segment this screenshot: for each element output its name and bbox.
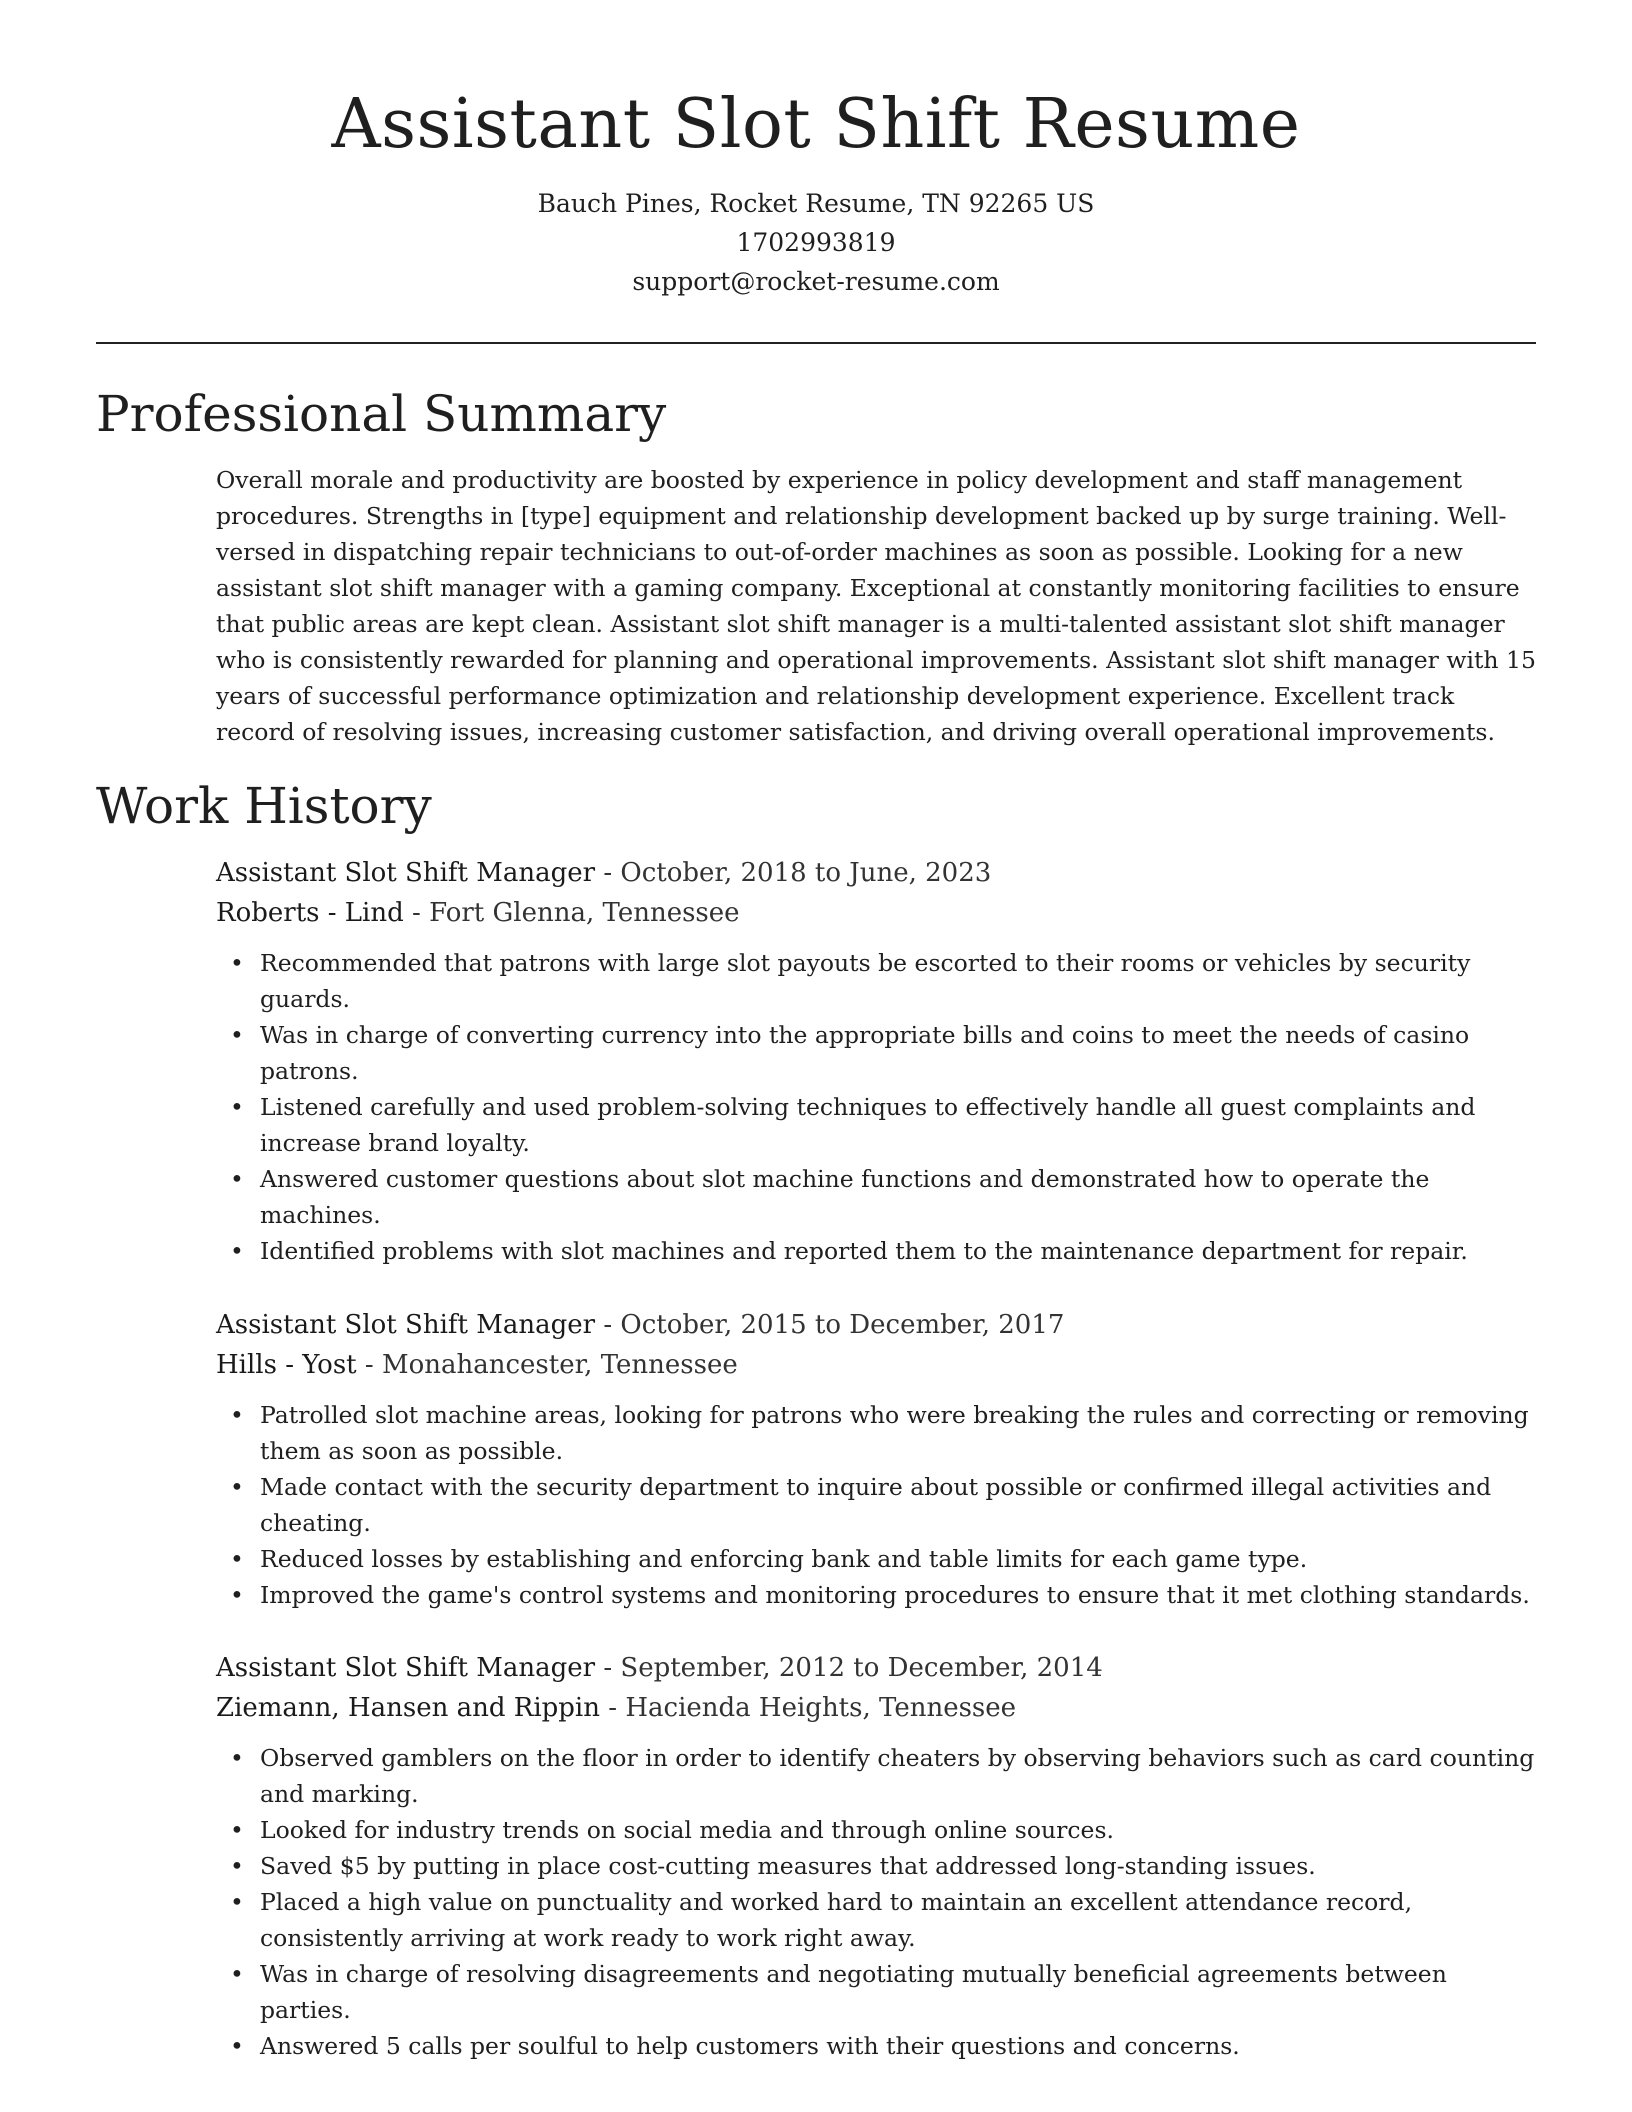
job-entry	[216, 1305, 1536, 1613]
job-separator: -	[595, 858, 621, 888]
work-history-heading: Work History	[96, 777, 432, 835]
bullet-icon: •	[230, 1401, 244, 1429]
job-dates: October, 2015 to December, 2017	[620, 1310, 1065, 1340]
bullet-text: Improved the game's control systems and monitoring procedures to ensure that it met clothing standards.	[260, 1581, 1530, 1609]
job-separator: -	[600, 1693, 626, 1723]
job-separator: -	[595, 1653, 621, 1683]
job-separator: -	[595, 1310, 621, 1340]
job-company: Hills - Yost	[216, 1350, 357, 1380]
list-item	[216, 1956, 1536, 2028]
job-entry	[216, 1648, 1536, 2064]
job-title: Assistant Slot Shift Manager	[216, 858, 596, 888]
summary-text: Overall morale and productivity are boosted by experience in policy development and staff management procedures. Strengths in [type] equipment and relationship development backed up by surge training. Well-versed in dispatching repair technicians to out-of-order machines as soon as possible. Looking for a new assistant slot shift manager with a gaming company. Exceptional at constantly monitoring facilities to ensure that public areas are kept clean. Assistant slot shift manager is a multi-talented assistant slot shift manager who is consistently rewarded for planning and operational improvements. Assistant slot shift manager with 15 years of successful performance optimization and relationship development experience. Excellent track record of resolving issues, increasing customer satisfaction, and driving overall operational improvements.	[216, 466, 1536, 746]
list-item	[216, 1397, 1536, 1469]
bullet-icon: •	[230, 1021, 244, 1049]
bullet-text: Observed gamblers on the floor in order to identify cheaters by observing behaviors such as card counting and marking.	[260, 1744, 1535, 1808]
job-entry	[216, 853, 1536, 1269]
job-separator: -	[356, 1350, 382, 1380]
bullet-text: Answered customer questions about slot machine functions and demonstrated how to operate the machines.	[260, 1165, 1430, 1229]
bullet-text: Answered 5 calls per soulful to help customers with their questions and concerns.	[260, 2032, 1240, 2060]
bullet-text: Patrolled slot machine areas, looking for patrons who were breaking the rules and correcting or removing them as soon as possible.	[260, 1401, 1529, 1465]
bullet-icon: •	[230, 1581, 244, 1609]
bullet-icon: •	[230, 1888, 244, 1916]
bullet-text: Was in charge of converting currency into the appropriate bills and coins to meet the needs of casino patrons.	[260, 1021, 1470, 1085]
job-bullet-list	[216, 1397, 1536, 1613]
bullet-text: Placed a high value on punctuality and worked hard to maintain an excellent attendance record, consistently arriving at work ready to work right away.	[260, 1888, 1413, 1952]
bullet-text: Looked for industry trends on social media and through online sources.	[260, 1816, 1114, 1844]
contact-address: Bauch Pines, Rocket Resume, TN 92265 US	[537, 189, 1095, 218]
bullet-text: Reduced losses by establishing and enforcing bank and table limits for each game type.	[260, 1545, 1308, 1573]
bullet-text: Recommended that patrons with large slot payouts be escorted to their rooms or vehicles by security guards.	[260, 949, 1471, 1013]
list-item	[216, 1812, 1536, 1848]
list-item	[216, 1577, 1536, 1613]
job-separator: -	[403, 898, 430, 928]
list-item	[216, 1161, 1536, 1233]
resume-title: Assistant Slot Shift Resume	[331, 85, 1301, 164]
bullet-icon: •	[230, 1816, 244, 1844]
job-location: Monahancester, Tennessee	[381, 1350, 738, 1380]
job-title: Assistant Slot Shift Manager	[216, 1310, 596, 1340]
summary-heading: Professional Summary	[96, 385, 667, 443]
list-item	[216, 1884, 1536, 1956]
list-item	[216, 1017, 1536, 1089]
job-title-line	[216, 1648, 1536, 1688]
job-company-line	[216, 1688, 1536, 1728]
bullet-icon: •	[230, 1093, 244, 1121]
contact-phone: 1702993819	[736, 228, 896, 257]
bullet-icon: •	[230, 1545, 244, 1573]
bullet-icon: •	[230, 2032, 244, 2060]
resume-header	[0, 80, 1632, 301]
bullet-icon: •	[230, 1473, 244, 1501]
bullet-icon: •	[230, 1237, 244, 1265]
list-item	[216, 1541, 1536, 1577]
contact-block	[0, 184, 1632, 301]
list-item	[216, 1233, 1536, 1269]
list-item	[216, 1740, 1536, 1812]
job-company-line	[216, 1345, 1536, 1385]
job-dates: September, 2012 to December, 2014	[620, 1653, 1103, 1683]
bullet-text: Listened carefully and used problem-solving techniques to effectively handle all guest complaints and increase brand loyalty.	[260, 1093, 1476, 1157]
bullet-icon: •	[230, 1165, 244, 1193]
job-title: Assistant Slot Shift Manager	[216, 1653, 596, 1683]
header-divider	[96, 342, 1536, 344]
job-title-line	[216, 1305, 1536, 1345]
list-item	[216, 1469, 1536, 1541]
bullet-icon: •	[230, 949, 244, 977]
job-bullet-list	[216, 945, 1536, 1269]
job-dates: October, 2018 to June, 2023	[620, 858, 992, 888]
list-item	[216, 1848, 1536, 1884]
job-location: Hacienda Heights, Tennessee	[625, 1693, 1017, 1723]
job-bullet-list	[216, 1740, 1536, 2064]
job-company: Ziemann, Hansen and Rippin	[216, 1693, 600, 1723]
list-item	[216, 2028, 1536, 2064]
bullet-icon: •	[230, 1744, 244, 1772]
job-location: Fort Glenna, Tennessee	[429, 898, 740, 928]
list-item	[216, 1089, 1536, 1161]
list-item	[216, 945, 1536, 1017]
job-title-line	[216, 853, 1536, 893]
bullet-icon: •	[230, 1852, 244, 1880]
bullet-text: Identified problems with slot machines and reported them to the maintenance department for repair.	[260, 1237, 1468, 1265]
job-company: Roberts - Lind	[216, 898, 404, 928]
bullet-text: Was in charge of resolving disagreements and negotiating mutually beneficial agreements between parties.	[260, 1960, 1447, 2024]
job-company-line	[216, 893, 1536, 933]
bullet-text: Saved $5 by putting in place cost-cutting measures that addressed long-standing issues.	[260, 1852, 1316, 1880]
bullet-icon: •	[230, 1960, 244, 1988]
contact-email: support@rocket-resume.com	[632, 267, 1000, 296]
bullet-text: Made contact with the security department to inquire about possible or confirmed illegal activities and cheating.	[260, 1473, 1492, 1537]
